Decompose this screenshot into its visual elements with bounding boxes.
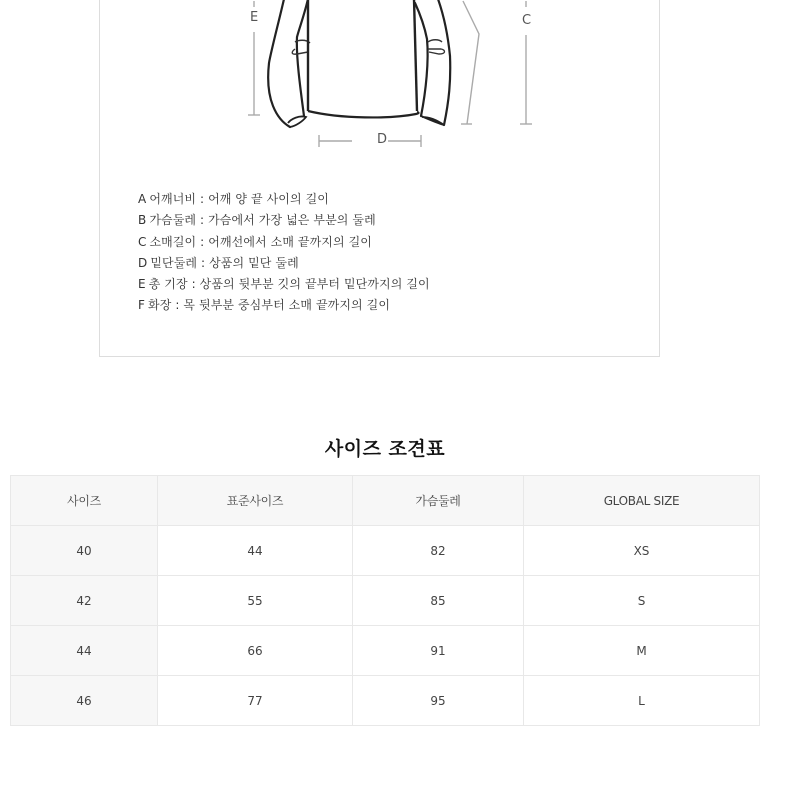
table-header-row [11, 476, 760, 526]
table-row [11, 576, 760, 626]
cell-chest: 85 [353, 576, 524, 626]
column-header-global-size: GLOBAL SIZE [524, 476, 760, 526]
cell-global-size: L [524, 676, 760, 726]
cell-size: 44 [11, 626, 158, 676]
cell-size: 42 [11, 576, 158, 626]
cell-size: 40 [11, 526, 158, 576]
cell-global-size: M [524, 626, 760, 676]
legend-item-f: F 화장 : 목 뒷부분 중심부터 소매 끝까지의 길이 [138, 298, 391, 313]
legend-item-b: B 가슴둘레 : 가슴에서 가장 넓은 부분의 둘레 [138, 213, 376, 228]
legend-item-d: D 밑단둘레 : 상품의 밑단 둘레 [138, 255, 299, 270]
legend-item-c: C 소매길이 : 어깨선에서 소매 끝까지의 길이 [138, 234, 372, 249]
column-header-size: 사이즈 [11, 476, 158, 526]
table-row [11, 626, 760, 676]
legend-item-a: A 어깨너비 : 어깨 양 끝 사이의 길이 [138, 192, 329, 206]
table-row [11, 526, 760, 576]
dimension-label-e: E [250, 10, 259, 25]
cell-global-size: S [524, 576, 760, 626]
cell-standard-size: 66 [158, 626, 353, 676]
column-header-standard-size: 표준사이즈 [158, 476, 353, 526]
legend-item-e: E 총 기장 : 상품의 뒷부분 깃의 끝부터 밑단까지의 길이 [138, 277, 430, 292]
cell-standard-size: 44 [158, 526, 353, 576]
column-header-chest: 가슴둘레 [353, 476, 524, 526]
cell-chest: 82 [353, 526, 524, 576]
cell-global-size: XS [524, 526, 760, 576]
cell-size: 46 [11, 676, 158, 726]
size-chart-title: 사이즈 조견표 [324, 438, 446, 460]
table-row [11, 676, 760, 726]
cell-chest: 95 [353, 676, 524, 726]
dimension-label-d: D [377, 132, 388, 147]
measurement-legend [138, 189, 430, 317]
cell-chest: 91 [353, 626, 524, 676]
measurement-guide-panel [99, 0, 660, 357]
cell-standard-size: 55 [158, 576, 353, 626]
size-chart-table [10, 475, 760, 726]
dimension-label-c: C [522, 13, 532, 28]
cell-standard-size: 77 [158, 676, 353, 726]
